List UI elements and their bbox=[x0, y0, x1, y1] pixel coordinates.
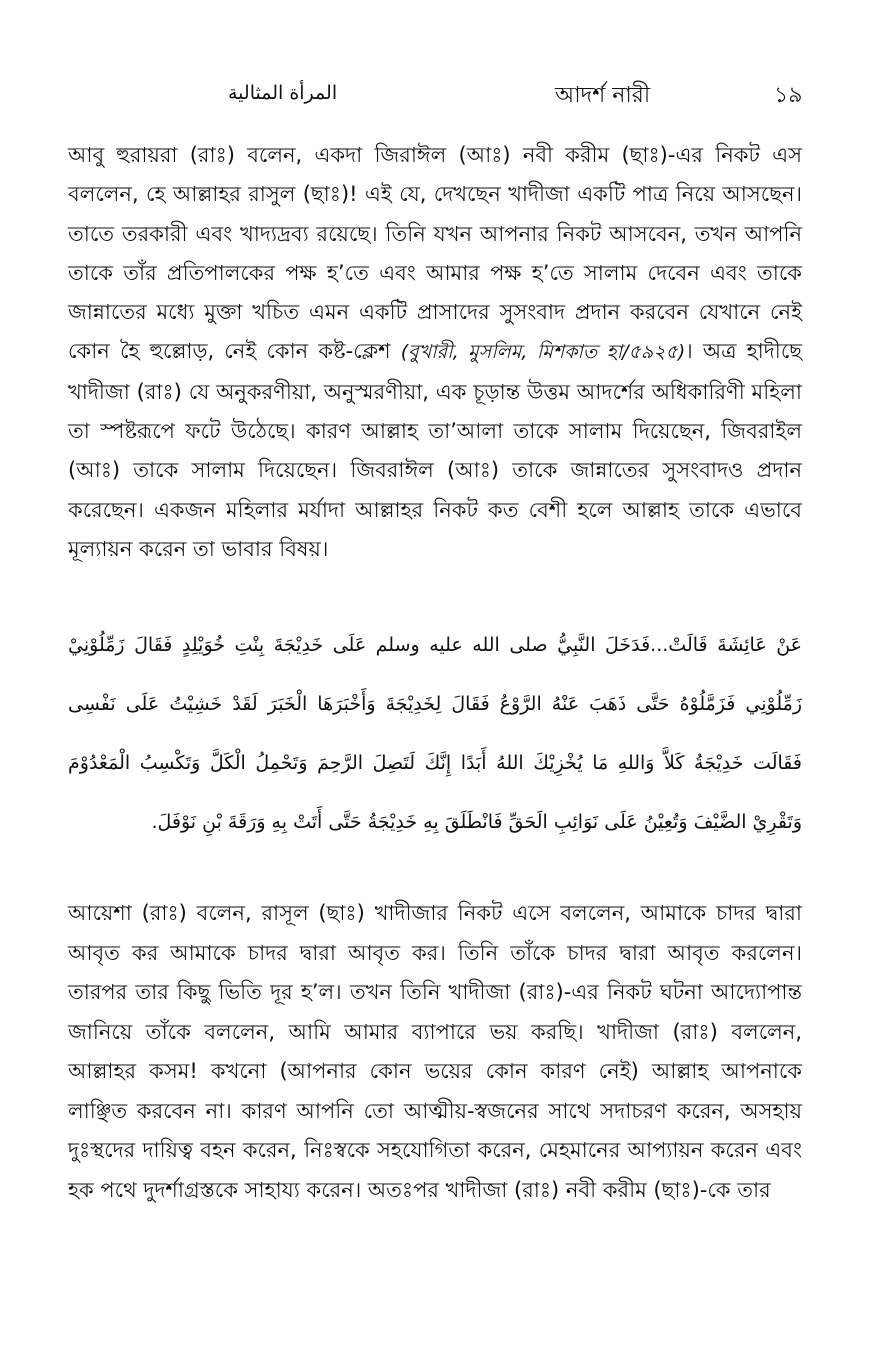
header-bangla-title: আদর্শ নারী bbox=[555, 83, 651, 108]
arabic-hadith: عَنْ عَائِشَةَ قَالَتْ...فَدَخَلَ النَّبِيُّ صلى الله عليه وسلم عَلَى خَدِيْجَةَ بِنْتِ خُوَيْلِدٍ فَقَالَ زَمِّلُوْنِيْ زَمِّلُوْنِي فَزَمَّلُوْهُ حَتَّى ذَهَبَ عَنْهُ الرَّوْعُ فَقَالَ لِخَدِيْجَةَ وَأَخْبَرَهَا الْخَبَرَ لَقَدْ خَشِيْتُ عَلَى نَفْسِى فَقَالَت خَدِيْجَةُ كَلاَّ وَاللهِ مَا يُخْزِيْكَ اللهُ أَبَدًا إِنَّكَ لَتَصِلَ الرَّحِمَ وَتَحْمِلُ الْكَلَّ وَتَكْسِبُ الْمَعْدُوْمَ وَتَقْرِيْ الضَّيْفَ وَتُعِيْنُ عَلَى نَوَائِبِ الَحَقِّ فَانْطَلَقَ بِهِ خَدِيْجَةُ حَتَّى أَتَتْ بِهِ وَرَقَةَ بْنِ نَوْفَلَ. bbox=[68, 634, 802, 833]
paragraph-1-text-a: আবু হুরায়রা (রাঃ) বলেন, একদা জিরাঈল (আঃ) নবী করীম (ছাঃ)-এর নিকট এস বললেন, হে আল্লাহর রাসুল (ছাঃ)! এই যে, দেখছেন খাদীজা একটি পাত্র নিয়ে আসছেন। তাতে তরকারী এবং খাদ্যদ্রব্য রয়েছে। তিনি যখন আপনার নিকট আসবেন, তখন আপনি তাকে তাঁর প্রতিপালকের পক্ষ হ’তে এবং আমার পক্ষ হ’তে সালাম দেবেন এবং তাকে জান্নাতের মধ্যে মুক্তা খচিত এমন একটি প্রাসাদের সুসংবাদ প্রদান করবেন যেখানে নেই কোন হৈ হুল্লোড়, নেই কোন কষ্ট-ক্লেশ bbox=[68, 143, 802, 364]
page-number: ১৯ bbox=[774, 83, 803, 108]
hadith-citation: (বুখারী, মুসলিম, মিশকাত হা/৫৯২৫) bbox=[400, 341, 686, 364]
paragraph-2: আয়েশা (রাঃ) বলেন, রাসূল (ছাঃ) খাদীজার নিকট এসে বললেন, আমাকে চাদর দ্বারা আবৃত কর আমাকে চাদর দ্বারা আবৃত কর। তিনি তাঁকে চাদর দ্বারা আবৃত করলেন। তারপর তার কিছু ভিতি দূর হ’ল। তখন তিনি খাদীজা (রাঃ)-এর নিকট ঘটনা আদ্যোপান্ত জানিয়ে তাঁকে বললেন, আমি আমার ব্যাপারে ভয় করছি। খাদীজা (রাঃ) বললেন, আল্লাহর কসম! কখনো (আপনার কোন ভয়ের কোন কারণ নেই) আল্লাহ আপনাকে লাঞ্ছিত করবেন না। কারণ আপনি তো আত্মীয়-স্বজনের সাথে সদাচরণ করেন, অসহায় দুঃস্থদের দায়িত্ব বহন করেন, নিঃস্বকে সহযোগিতা করেন, মেহমানের আপ্যায়ন করেন এবং হক পথে দুদর্শাগ্রস্তকে সাহায্য করেন। অতঃপর খাদীজা (রাঃ) নবী করীম (ছাঃ)-কে তার bbox=[68, 901, 802, 1202]
paragraph-1-text-b: । অত্র হাদীছে খাদীজা (রাঃ) যে অনুকরণীয়া, অনুস্মরণীয়া, এক চূড়ান্ত উত্তম আদর্শের অধিকারিণী মহিলা তা স্পষ্টরূপে ফটে উঠেছে। কারণ আল্লাহ তা’আলা তাকে সালাম দিয়েছেন, জিবরাইল (আঃ) তাকে সালাম দিয়েছেন। জিবরাঈল (আঃ) তাকে জান্নাতের সুসংবাদও প্রদান করেছেন। একজন মহিলার মর্যাদা আল্লাহর নিকট কত বেশী হলে আল্লাহ তাকে এভাবে মূল্যায়ন করেন তা ভাবার বিষয়। bbox=[68, 339, 802, 561]
header-arabic-title: المرأة المثالية bbox=[228, 82, 338, 104]
paragraph-1 bbox=[68, 136, 802, 569]
page-header bbox=[0, 78, 870, 118]
